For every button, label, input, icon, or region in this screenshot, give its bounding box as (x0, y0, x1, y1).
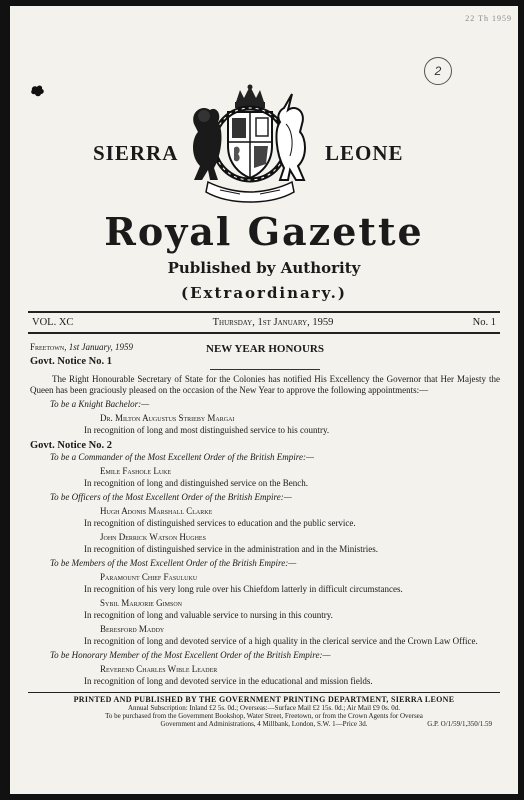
issue-rule-bottom (28, 332, 500, 334)
honouree-name: Dr. Milton Augustus Strieby Margai (100, 413, 235, 423)
gazette-edition: (Extraordinary.) (181, 284, 347, 302)
honouree-name: John Derrick Watson Hughes (100, 532, 206, 542)
honouree-reason: In recognition of long and most distinguished service to his country. (84, 425, 330, 435)
honouree-reason: In recognition of long and devoted service of a high quality in the clerical service and the Crown Law Office. (84, 636, 478, 646)
issue-number: No. 1 (472, 317, 496, 328)
footer-gp-code: G.P. O/1/59/1,350/1.59 (427, 720, 492, 728)
country-name-right: LEONE (325, 141, 404, 165)
footer-printer-line: PRINTED AND PUBLISHED BY THE GOVERNMENT PRINTING DEPARTMENT, SIERRA LEONE (73, 695, 455, 704)
honouree-name: Hugh Adonis Marshall Clarke (100, 506, 213, 516)
dateline-headline-row (30, 342, 500, 354)
category-members: To be Members of the Most Excellent Order of the British Empire:— (50, 558, 297, 568)
honouree-name: Reverend Charles Wible Leader (100, 664, 218, 674)
printer-footer (28, 696, 500, 728)
gazette-subtitle: Published by Authority (167, 259, 361, 277)
category-honorary: To be Honorary Member of the Most Excellent Order of the British Empire:— (50, 650, 331, 660)
notice-1-title: Govt. Notice No. 1 (30, 356, 112, 367)
headline-underline (210, 369, 320, 370)
honouree-reason: In recognition of long and devoted service in the educational and mission fields. (84, 676, 373, 686)
headline: NEW YEAR HONOURS (206, 343, 324, 355)
honouree-name: Sybil Marjorie Gimson (100, 598, 183, 608)
issue-date: Thursday, 1st January, 1959 (212, 317, 334, 328)
dateline-date: 1st January, 1959 (68, 342, 133, 352)
honouree-name: Emile Fashole Luke (100, 466, 172, 476)
footer-rule (28, 692, 500, 693)
notice-1-intro: The Right Honourable Secretary of State for the Colonies has notified His Excellency the Governor that Her Majesty the Queen has been graciously pleased on the occasion of the New Year to approve the following appointments:— (30, 374, 500, 395)
page-number-circle: 2 (424, 57, 452, 85)
honouree-name: Paramount Chief Fasuluku (100, 572, 198, 582)
issue-volume: VOL. XC (32, 317, 74, 328)
footer-address-row (28, 720, 500, 728)
archive-corner-note: 22 Th 1959 (465, 14, 512, 23)
dateline-place: Freetown, (30, 342, 67, 352)
category-commander: To be a Commander of the Most Excellent Order of the British Empire:— (50, 452, 314, 462)
category-knight-bachelor: To be a Knight Bachelor:— (50, 399, 150, 409)
honouree-reason: In recognition of long and distinguished service on the Bench. (84, 478, 308, 488)
honouree-reason: In recognition of his very long rule over his Chiefdom latterly in difficult circumstances. (84, 584, 403, 594)
gazette-page (10, 6, 518, 794)
footer-address-line: Government and Administrations, 4 Millbank, London, S.W. 1—Price 3d. (160, 720, 368, 728)
footer-subscription-line: Annual Subscription: Inland £2 5s. 0d.; Overseas:—Surface Mail £2 15s. 0d.; Air Mail £9 0s. 0d. (128, 704, 400, 712)
notice-2-title: Govt. Notice No. 2 (30, 440, 112, 451)
gazette-title: Royal Gazette (104, 209, 424, 254)
issue-rule-top (28, 311, 500, 313)
honouree-reason: In recognition of distinguished services to education and the public service. (84, 518, 356, 528)
footer-purchase-line: To be purchased from the Government Bookshop, Water Street, Freetown, or from the Crown Agents for Oversea (105, 712, 423, 720)
honouree-reason: In recognition of distinguished service in the administration and in the Ministries. (84, 544, 378, 554)
notice-content (30, 342, 500, 687)
honouree-reason: In recognition of long and valuable service to nursing in this country. (84, 610, 333, 620)
honouree-name: Beresford Maddy (100, 624, 165, 634)
category-officers: To be Officers of the Most Excellent Order of the British Empire:— (50, 492, 292, 502)
ink-blot-icon (30, 84, 46, 98)
royal-coat-of-arms-icon (180, 84, 320, 204)
issue-line (32, 317, 496, 328)
country-name-left: SIERRA (93, 141, 179, 165)
